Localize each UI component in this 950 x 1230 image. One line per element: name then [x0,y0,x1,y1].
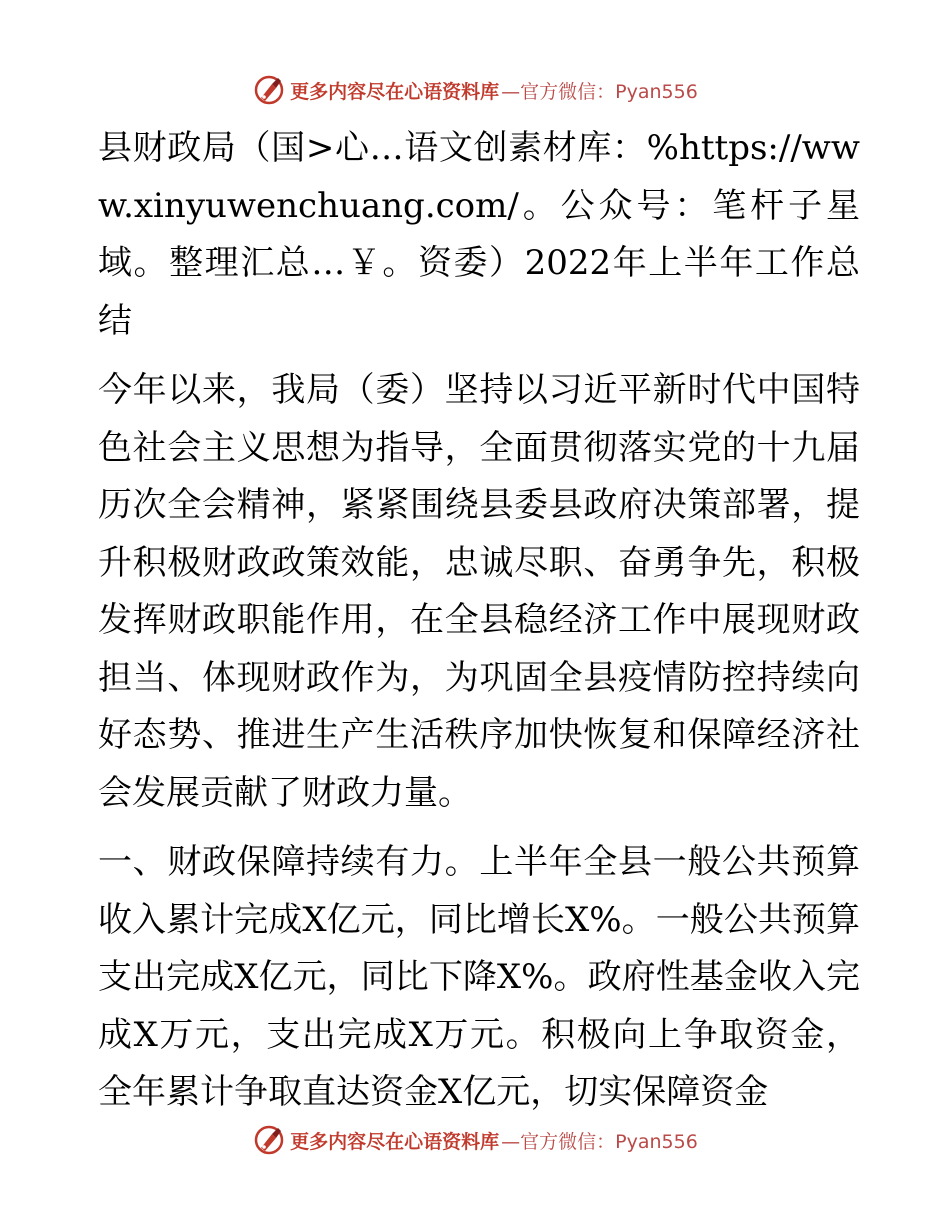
banner-lead-text: 更多内容尽在心语资料库 [290,1130,500,1153]
header-banner [0,70,950,110]
section-one-paragraph: 一、财政保障持续有力。上半年全县一般公共预算收入累计完成X亿元，同比增长X%。一般公共预算支出完成X亿元，同比下降X%。政府性基金收入完成X万元，支出完成X万元。积极向上争取资金，全年累计争取直达资金X亿元，切实保障资金 [98,842,860,1112]
pen-nib-logo-icon [252,73,286,107]
banner-lead-text: 更多内容尽在心语资料库 [290,80,500,103]
footer-banner [0,1120,950,1160]
document-title: 县财政局（国>心…语文创素材库：%https://www.xinyuwenchuang.com/。公众号：笔杆子星域。整理汇总…￥。资委）2022年上半年工作总结 [98,128,860,341]
banner-wechat-text: —官方微信：Pyan556 [501,80,698,103]
pen-nib-logo-icon [252,1123,286,1157]
banner-wechat-text: —官方微信：Pyan556 [501,1130,698,1153]
intro-paragraph: 今年以来，我局（委）坚持以习近平新时代中国特色社会主义思想为指导，全面贯彻落实党的十九届历次全会精神，紧紧围绕县委县政府决策部署，提升积极财政政策效能，忠诚尽职、奋勇争先，积极发挥财政职能作用，在全县稳经济工作中展现财政担当、体现财政作为，为巩固全县疫情防控持续向好态势、推进生产生活秩序加快恢复和保障经济社会发展贡献了财政力量。 [98,370,860,813]
document-body [98,120,860,1122]
